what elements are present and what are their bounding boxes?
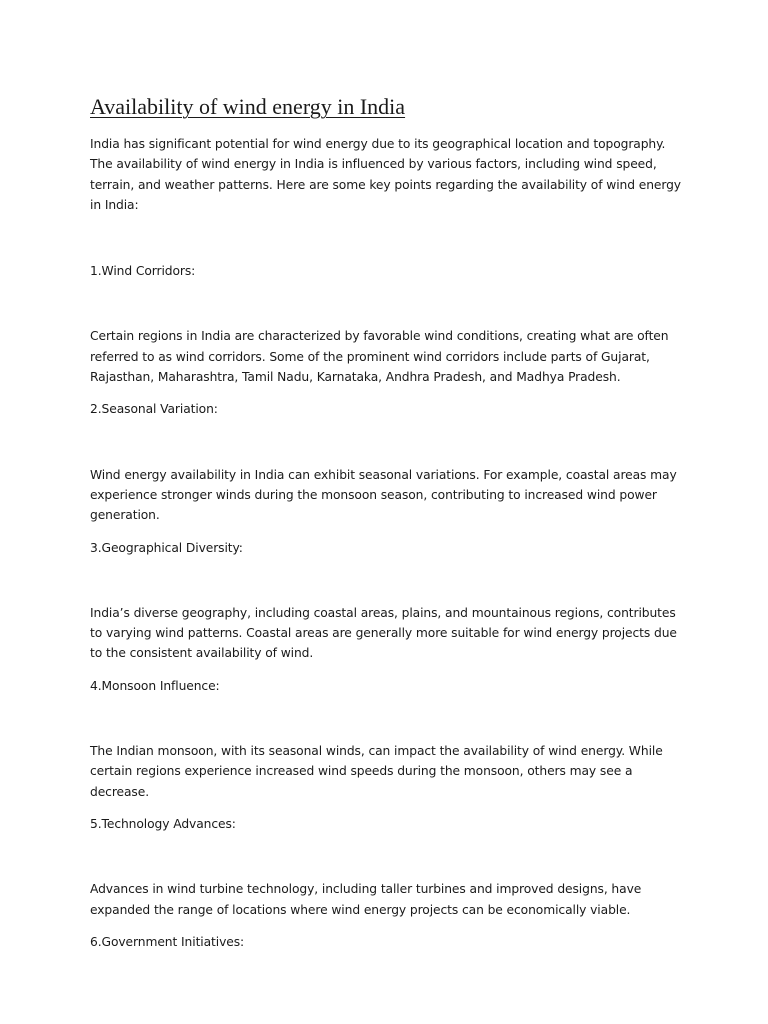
section-heading: 5.Technology Advances: <box>90 816 236 831</box>
section-heading: 4.Monsoon Influence: <box>90 678 220 693</box>
section-geographical-diversity <box>90 538 688 676</box>
section-heading: 3.Geographical Diversity: <box>90 540 243 555</box>
section-heading: 1.Wind Corridors: <box>90 264 196 279</box>
section-body: The Indian monsoon, with its seasonal winds, can impact the availability of wind energy. While certain regions experience increased wind speeds during the monsoon, others may see a decrease. <box>90 744 663 799</box>
section-seasonal-variation <box>90 399 688 537</box>
document-content <box>90 92 688 952</box>
section-wind-corridors <box>90 261 688 399</box>
section-government-initiatives <box>90 932 688 952</box>
section-heading: 2.Seasonal Variation: <box>90 402 218 417</box>
document-title: Availability of wind energy in India <box>90 94 406 119</box>
section-monsoon-influence <box>90 676 688 814</box>
section-body: India’s diverse geography, including coastal areas, plains, and mountainous regions, contributes to varying wind patterns. Coastal areas are generally more suitable for wind energy projects due to the consistent availability of wind. <box>90 605 677 661</box>
intro-paragraph: India has significant potential for wind energy due to its geographical location and topography. The availability of wind energy in India is influenced by various factors, including wind speed, terrain, and weather patterns. Here are some key points regarding the availability of wind energy in India: <box>90 137 681 212</box>
section-body: Advances in wind turbine technology, including taller turbines and improved designs, have expanded the range of locations where wind energy projects can be economically viable. <box>90 882 642 917</box>
section-body: Certain regions in India are characterized by favorable wind conditions, creating what are often referred to as wind corridors. Some of the prominent wind corridors include parts of Gujarat, Rajasthan, Maharashtra, Tamil Nadu, Karnataka, Andhra Pradesh, and Madhya Pradesh. <box>90 329 669 385</box>
section-heading: 6.Government Initiatives: <box>90 934 245 949</box>
section-body: Wind energy availability in India can exhibit seasonal variations. For example, coastal areas may experience stronger winds during the monsoon season, contributing to increased wind power generation. <box>90 467 677 523</box>
section-technology-advances <box>90 814 688 932</box>
